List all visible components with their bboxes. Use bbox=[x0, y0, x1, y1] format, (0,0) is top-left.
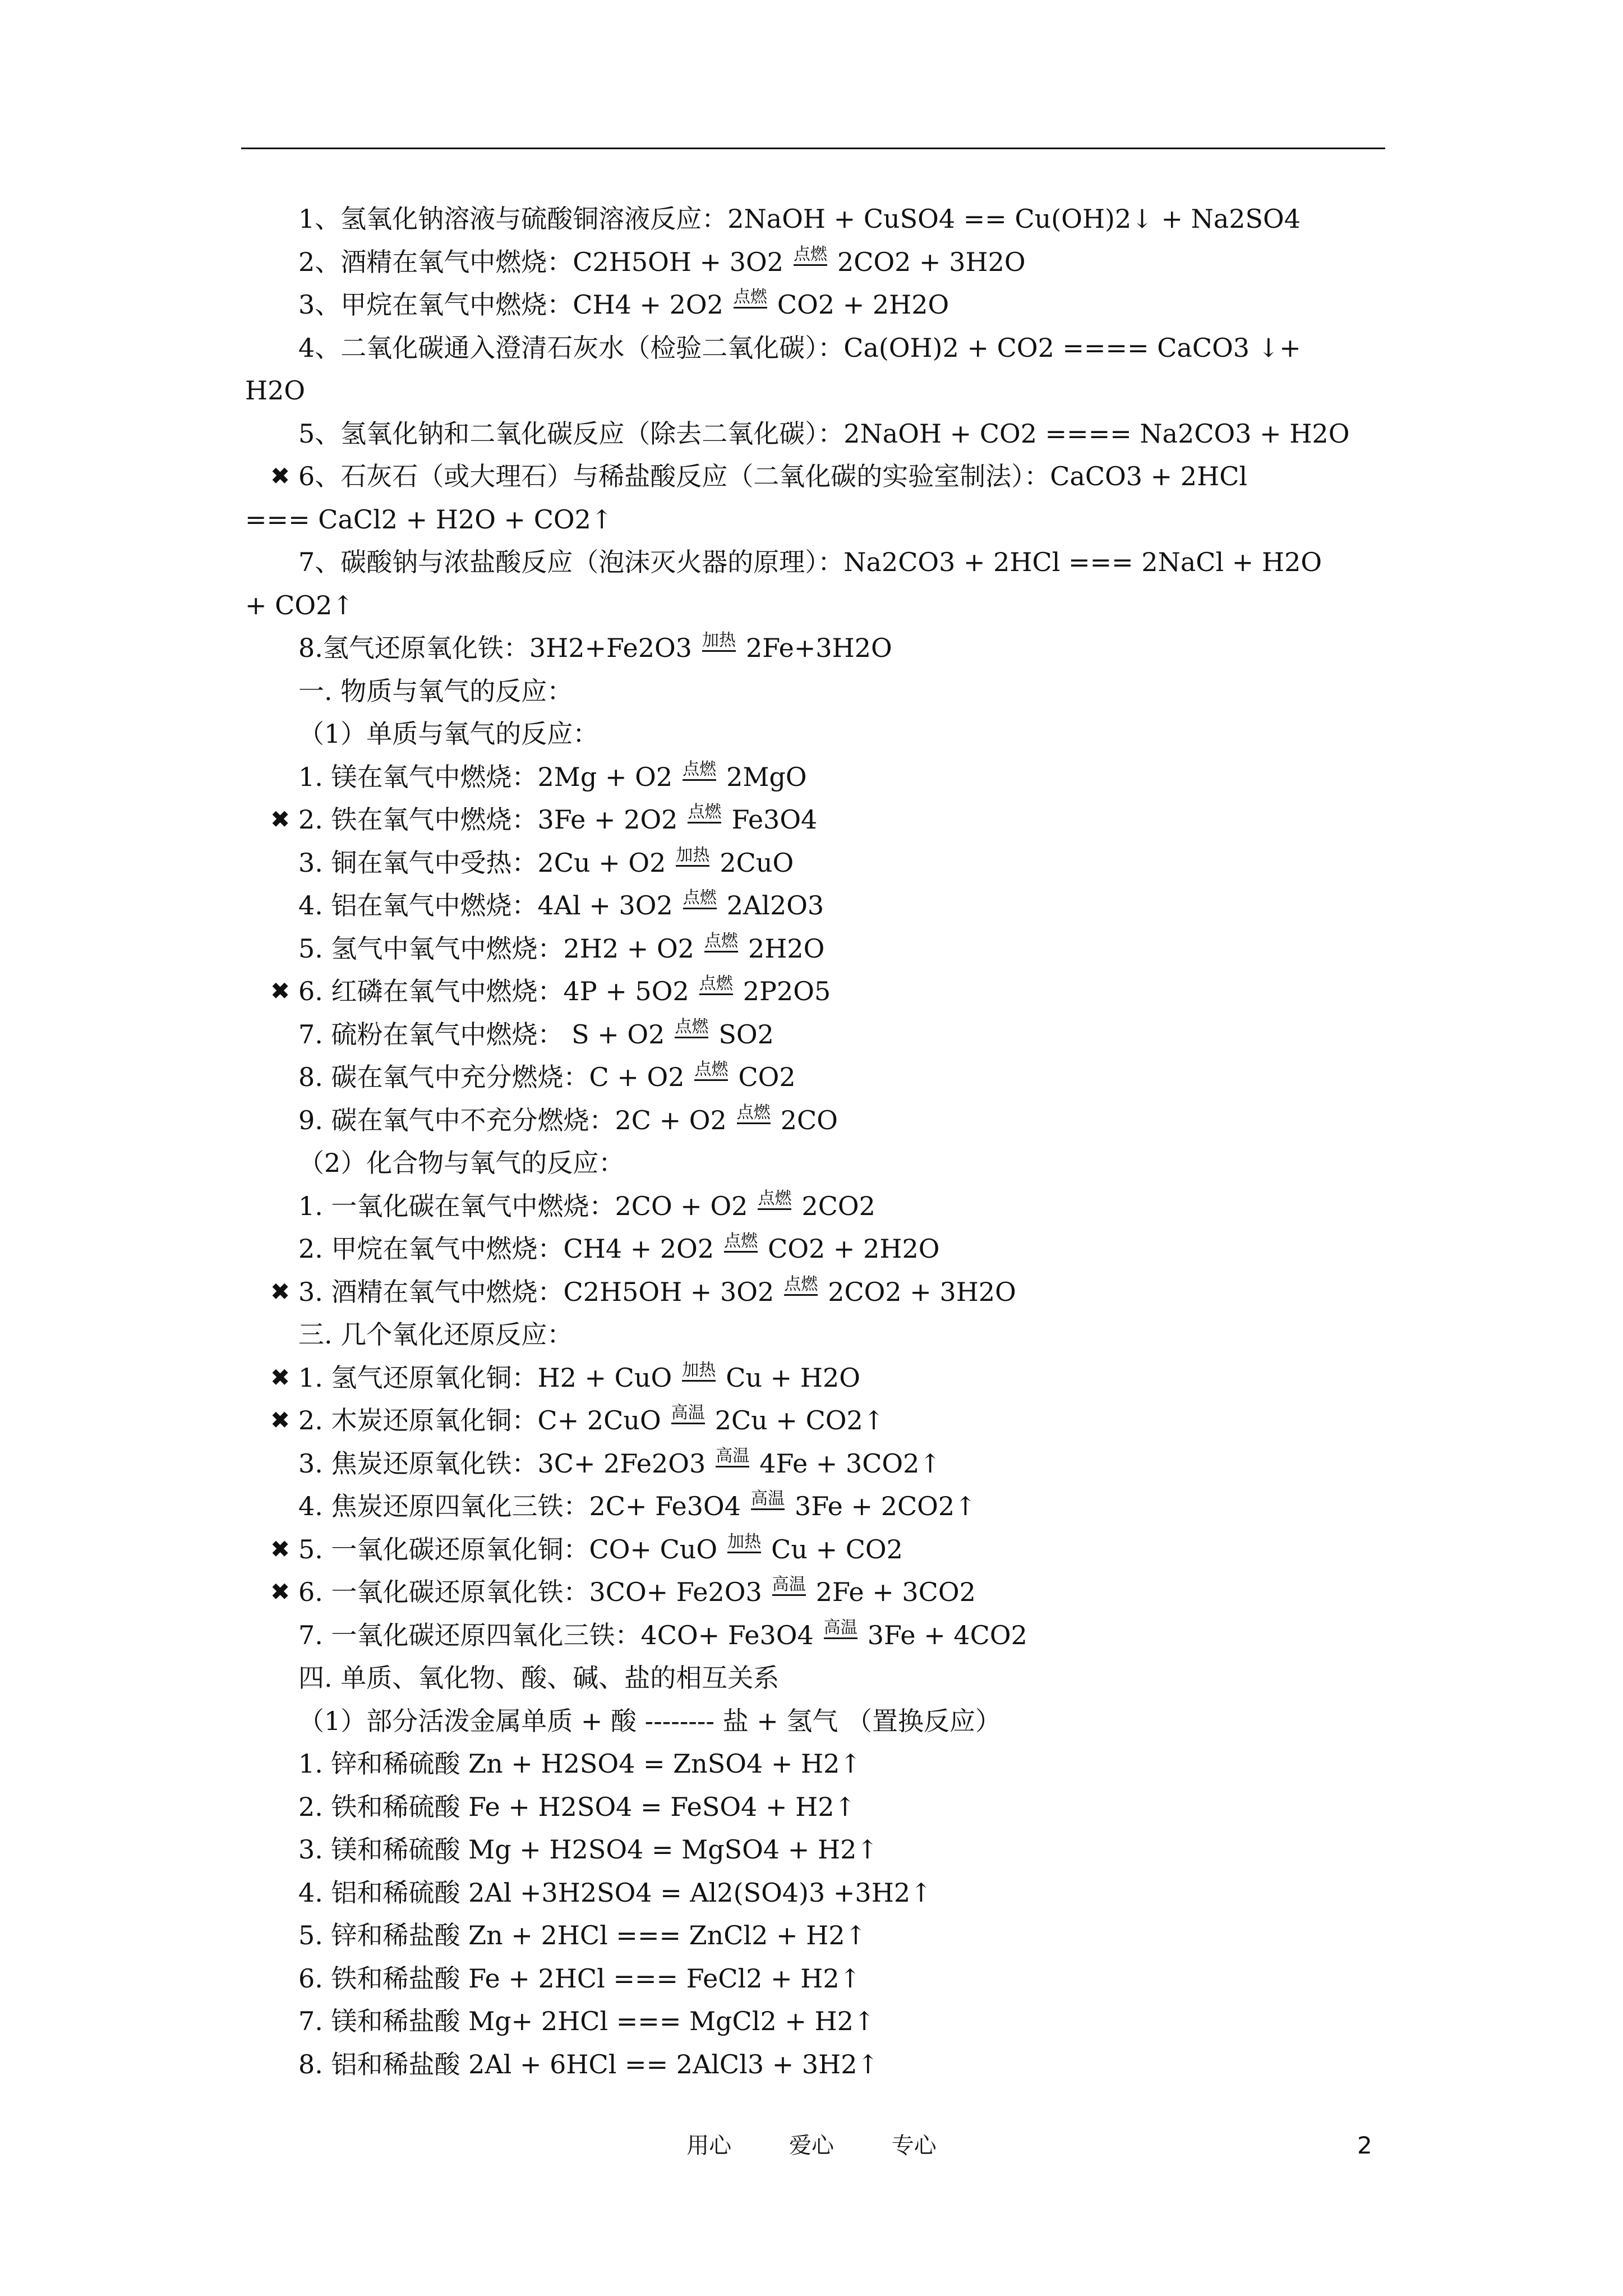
equation-text: 2. 木炭还原氧化铜：C+ 2CuO bbox=[298, 1405, 661, 1435]
equation-text: 2、酒精在氧气中燃烧：C2H5OH + 3O2 bbox=[298, 246, 783, 277]
equation-line bbox=[245, 541, 1423, 584]
equation-text: === CaCl2 + H2O + CO2↑ bbox=[245, 504, 613, 535]
equation-text: （1）部分活泼金属单质 + 酸 -------- 盐 + 氢气 （置换反应） bbox=[298, 1705, 1002, 1736]
equation-text: 1. 锌和稀硫酸 Zn + H2SO4 = ZnSO4 + H2↑ bbox=[298, 1749, 861, 1779]
reaction-condition: 加热 bbox=[702, 631, 736, 652]
equation-text: 四. 单质、氧化物、酸、碱、盐的相互关系 bbox=[298, 1663, 780, 1693]
equation-text: + CO2↑ bbox=[245, 590, 354, 620]
equation-text: 6. 铁和稀盐酸 Fe + 2HCl === FeCl2 + H2↑ bbox=[298, 1963, 861, 1994]
equation-product: 2Al2O3 bbox=[726, 890, 824, 921]
reaction-condition: 加热 bbox=[727, 1533, 761, 1553]
equation-text: 9. 碳在氧气中不充分燃烧：2C + O2 bbox=[298, 1105, 727, 1135]
equation-line bbox=[245, 927, 1423, 970]
reaction-condition: 加热 bbox=[682, 1361, 716, 1382]
footer-motto bbox=[0, 2129, 1623, 2162]
equation-text: 3. 镁和稀硫酸 Mg + H2SO4 = MgSO4 + H2↑ bbox=[298, 1834, 878, 1865]
reaction-condition: 点燃 bbox=[734, 288, 767, 309]
equation-text: 3、甲烷在氧气中燃烧：CH4 + 2O2 bbox=[298, 289, 723, 320]
equation-line bbox=[245, 2000, 1423, 2043]
equation-text: 1. 镁在氧气中燃烧：2Mg + O2 bbox=[298, 761, 673, 792]
equation-text: 8. 铝和稀盐酸 2Al + 6HCl == 2AlCl3 + 3H2↑ bbox=[298, 2049, 879, 2079]
equation-line bbox=[245, 756, 1423, 799]
equation-line bbox=[245, 712, 1423, 756]
equation-text: 5、氢氧化钠和二氧化碳反应（除去二氧化碳）：2NaOH + CO2 ==== Na2CO3 + H2O bbox=[298, 418, 1350, 449]
star-mark-icon: ✖ bbox=[270, 1363, 291, 1391]
equation-line bbox=[245, 1271, 1423, 1314]
reaction-condition: 点燃 bbox=[694, 1060, 728, 1081]
star-mark-icon: ✖ bbox=[270, 977, 291, 1005]
equation-line bbox=[245, 1185, 1423, 1228]
equation-line bbox=[245, 970, 1423, 1013]
reaction-condition: 加热 bbox=[676, 846, 709, 867]
reaction-condition: 点燃 bbox=[758, 1189, 791, 1210]
equation-text: 6、石灰石（或大理石）与稀盐酸反应（二氧化碳的实验室制法）：CaCO3 + 2HCl bbox=[298, 461, 1248, 491]
equation-line bbox=[245, 1142, 1423, 1185]
equation-text: 3. 铜在氧气中受热：2Cu + O2 bbox=[298, 847, 666, 878]
equation-line bbox=[245, 197, 1423, 241]
equation-product: Fe3O4 bbox=[731, 804, 818, 835]
equation-product: 2CO2 + 3H2O bbox=[837, 246, 1026, 277]
equation-text: 5. 一氧化碳还原氧化铜：CO+ CuO bbox=[298, 1534, 718, 1565]
equation-line bbox=[245, 1828, 1423, 1871]
equation-product: 3Fe + 2CO2↑ bbox=[795, 1491, 976, 1521]
reaction-condition: 点燃 bbox=[724, 1232, 758, 1253]
equation-line bbox=[245, 1485, 1423, 1528]
equation-line bbox=[245, 841, 1423, 885]
star-mark-icon: ✖ bbox=[270, 1535, 291, 1563]
equation-text: 4. 铝和稀硫酸 2Al +3H2SO4 = Al2(SO4)3 +3H2↑ bbox=[298, 1877, 932, 1908]
equation-list bbox=[245, 197, 1423, 2086]
reaction-condition: 点燃 bbox=[699, 974, 733, 995]
equation-line bbox=[245, 1914, 1423, 1957]
equation-text: 6. 一氧化碳还原氧化铁：3CO+ Fe2O3 bbox=[298, 1577, 762, 1607]
equation-text: 2. 甲烷在氧气中燃烧：CH4 + 2O2 bbox=[298, 1234, 714, 1264]
equation-product: 2CO2 bbox=[801, 1190, 875, 1221]
equation-text: 1. 氢气还原氧化铜：H2 + CuO bbox=[298, 1362, 672, 1393]
equation-product: Cu + CO2 bbox=[771, 1534, 903, 1565]
equation-line bbox=[245, 1056, 1423, 1099]
star-mark-icon: ✖ bbox=[270, 462, 291, 490]
equation-text: 5. 锌和稀盐酸 Zn + 2HCl === ZnCl2 + H2↑ bbox=[298, 1920, 867, 1950]
star-mark-icon: ✖ bbox=[270, 1406, 291, 1434]
equation-product: 3Fe + 4CO2 bbox=[867, 1619, 1027, 1650]
equation-text: （1）单质与氧气的反应： bbox=[298, 719, 599, 749]
equation-product: 4Fe + 3CO2↑ bbox=[759, 1448, 941, 1479]
reaction-condition: 高温 bbox=[772, 1575, 806, 1596]
equation-line bbox=[245, 241, 1423, 284]
reaction-condition: 高温 bbox=[824, 1618, 857, 1639]
equation-line bbox=[245, 1399, 1423, 1442]
equation-line bbox=[245, 1442, 1423, 1485]
footer-item: 爱心 bbox=[789, 2133, 834, 2159]
equation-text: （2）化合物与氧气的反应： bbox=[298, 1148, 625, 1178]
equation-text: 8.氢气还原氧化铁：3H2+Fe2O3 bbox=[298, 633, 692, 663]
equation-text: 4、二氧化碳通入澄清石灰水（检验二氧化碳）：Ca(OH)2 + CO2 ==== CaCO3 ↓+ bbox=[298, 332, 1301, 363]
equation-product: 2Fe + 3CO2 bbox=[815, 1577, 976, 1607]
reaction-condition: 点燃 bbox=[794, 245, 827, 266]
equation-product: CO2 bbox=[738, 1062, 796, 1092]
equation-line bbox=[245, 1657, 1423, 1700]
equation-line bbox=[245, 455, 1423, 498]
reaction-condition: 高温 bbox=[716, 1447, 749, 1467]
equation-line bbox=[245, 1528, 1423, 1571]
equation-product: CO2 + 2H2O bbox=[768, 1234, 940, 1264]
equation-line bbox=[245, 498, 1423, 541]
equation-text: 一. 物质与氧气的反应： bbox=[298, 675, 573, 706]
footer-item: 用心 bbox=[686, 2133, 732, 2159]
star-mark-icon: ✖ bbox=[270, 1578, 291, 1605]
reaction-condition: 点燃 bbox=[683, 889, 717, 909]
equation-product: 2Fe+3H2O bbox=[745, 633, 892, 663]
equation-text: 3. 酒精在氧气中燃烧：C2H5OH + 3O2 bbox=[298, 1276, 774, 1307]
equation-line bbox=[245, 884, 1423, 927]
equation-text: 4. 焦炭还原四氧化三铁：2C+ Fe3O4 bbox=[298, 1491, 741, 1521]
equation-product: 2CO2 + 3H2O bbox=[828, 1276, 1016, 1307]
star-mark-icon: ✖ bbox=[270, 1277, 291, 1305]
equation-line bbox=[245, 1700, 1423, 1743]
footer-item: 专心 bbox=[891, 2133, 937, 2159]
equation-product: CO2 + 2H2O bbox=[777, 289, 949, 320]
equation-text: 2. 铁和稀硫酸 Fe + H2SO4 = FeSO4 + H2↑ bbox=[298, 1791, 856, 1822]
equation-product: Cu + H2O bbox=[726, 1362, 860, 1393]
reaction-condition: 点燃 bbox=[688, 803, 721, 823]
equation-text: 7. 一氧化碳还原四氧化三铁：4CO+ Fe3O4 bbox=[298, 1619, 814, 1650]
equation-line bbox=[245, 1871, 1423, 1915]
equation-line bbox=[245, 283, 1423, 326]
header-rule bbox=[241, 148, 1385, 149]
equation-line bbox=[245, 1571, 1423, 1614]
equation-text: 7. 硫粉在氧气中燃烧： S + O2 bbox=[298, 1019, 665, 1050]
page-number: 2 bbox=[1357, 2132, 1372, 2159]
reaction-condition: 高温 bbox=[751, 1489, 785, 1510]
equation-line bbox=[245, 1786, 1423, 1829]
equation-product: 2Cu + CO2↑ bbox=[714, 1405, 885, 1435]
equation-text: 2. 铁在氧气中燃烧：3Fe + 2O2 bbox=[298, 804, 678, 835]
equation-line bbox=[245, 1013, 1423, 1056]
reaction-condition: 点燃 bbox=[683, 760, 716, 781]
equation-text: 6. 红磷在氧气中燃烧：4P + 5O2 bbox=[298, 976, 689, 1006]
star-mark-icon: ✖ bbox=[270, 806, 291, 833]
reaction-condition: 点燃 bbox=[704, 932, 738, 953]
equation-text: 4. 铝在氧气中燃烧：4Al + 3O2 bbox=[298, 890, 673, 921]
equation-line bbox=[245, 1614, 1423, 1657]
equation-text: 7、碳酸钠与浓盐酸反应（泡沫灭火器的原理）：Na2CO3 + 2HCl === 2NaCl + H2O bbox=[298, 547, 1322, 577]
equation-line bbox=[245, 670, 1423, 713]
reaction-condition: 点燃 bbox=[784, 1275, 818, 1296]
equation-line bbox=[245, 1957, 1423, 2000]
equation-line bbox=[245, 584, 1423, 627]
equation-line bbox=[245, 627, 1423, 670]
equation-text: 1. 一氧化碳在氧气中燃烧：2CO + O2 bbox=[298, 1190, 748, 1221]
equation-line bbox=[245, 1742, 1423, 1786]
equation-text: 5. 氢气中氧气中燃烧：2H2 + O2 bbox=[298, 933, 694, 964]
equation-line bbox=[245, 2043, 1423, 2086]
equation-line bbox=[245, 798, 1423, 841]
equation-product: 2P2O5 bbox=[743, 976, 831, 1006]
equation-line bbox=[245, 369, 1423, 412]
equation-text: H2O bbox=[245, 375, 306, 406]
equation-line bbox=[245, 326, 1423, 370]
equation-line bbox=[245, 1313, 1423, 1356]
equation-line bbox=[245, 412, 1423, 455]
equation-text: 1、氢氧化钠溶液与硫酸铜溶液反应：2NaOH + CuSO4 == Cu(OH)2↓ + Na2SO4 bbox=[298, 204, 1301, 234]
equation-product: 2H2O bbox=[748, 933, 825, 964]
equation-text: 8. 碳在氧气中充分燃烧：C + O2 bbox=[298, 1062, 685, 1092]
equation-line bbox=[245, 1227, 1423, 1271]
equation-text: 三. 几个氧化还原反应： bbox=[298, 1319, 573, 1350]
equation-line bbox=[245, 1356, 1423, 1400]
equation-product: 2CuO bbox=[720, 847, 794, 878]
equation-line bbox=[245, 1099, 1423, 1142]
reaction-condition: 点燃 bbox=[737, 1103, 771, 1124]
equation-product: 2MgO bbox=[726, 761, 807, 792]
equation-product: SO2 bbox=[718, 1019, 774, 1050]
reaction-condition: 点燃 bbox=[675, 1018, 708, 1038]
reaction-condition: 高温 bbox=[671, 1404, 705, 1424]
equation-text: 3. 焦炭还原氧化铁：3C+ 2Fe2O3 bbox=[298, 1448, 706, 1479]
equation-text: 7. 镁和稀盐酸 Mg+ 2HCl === MgCl2 + H2↑ bbox=[298, 2006, 875, 2036]
equation-product: 2CO bbox=[780, 1105, 838, 1135]
